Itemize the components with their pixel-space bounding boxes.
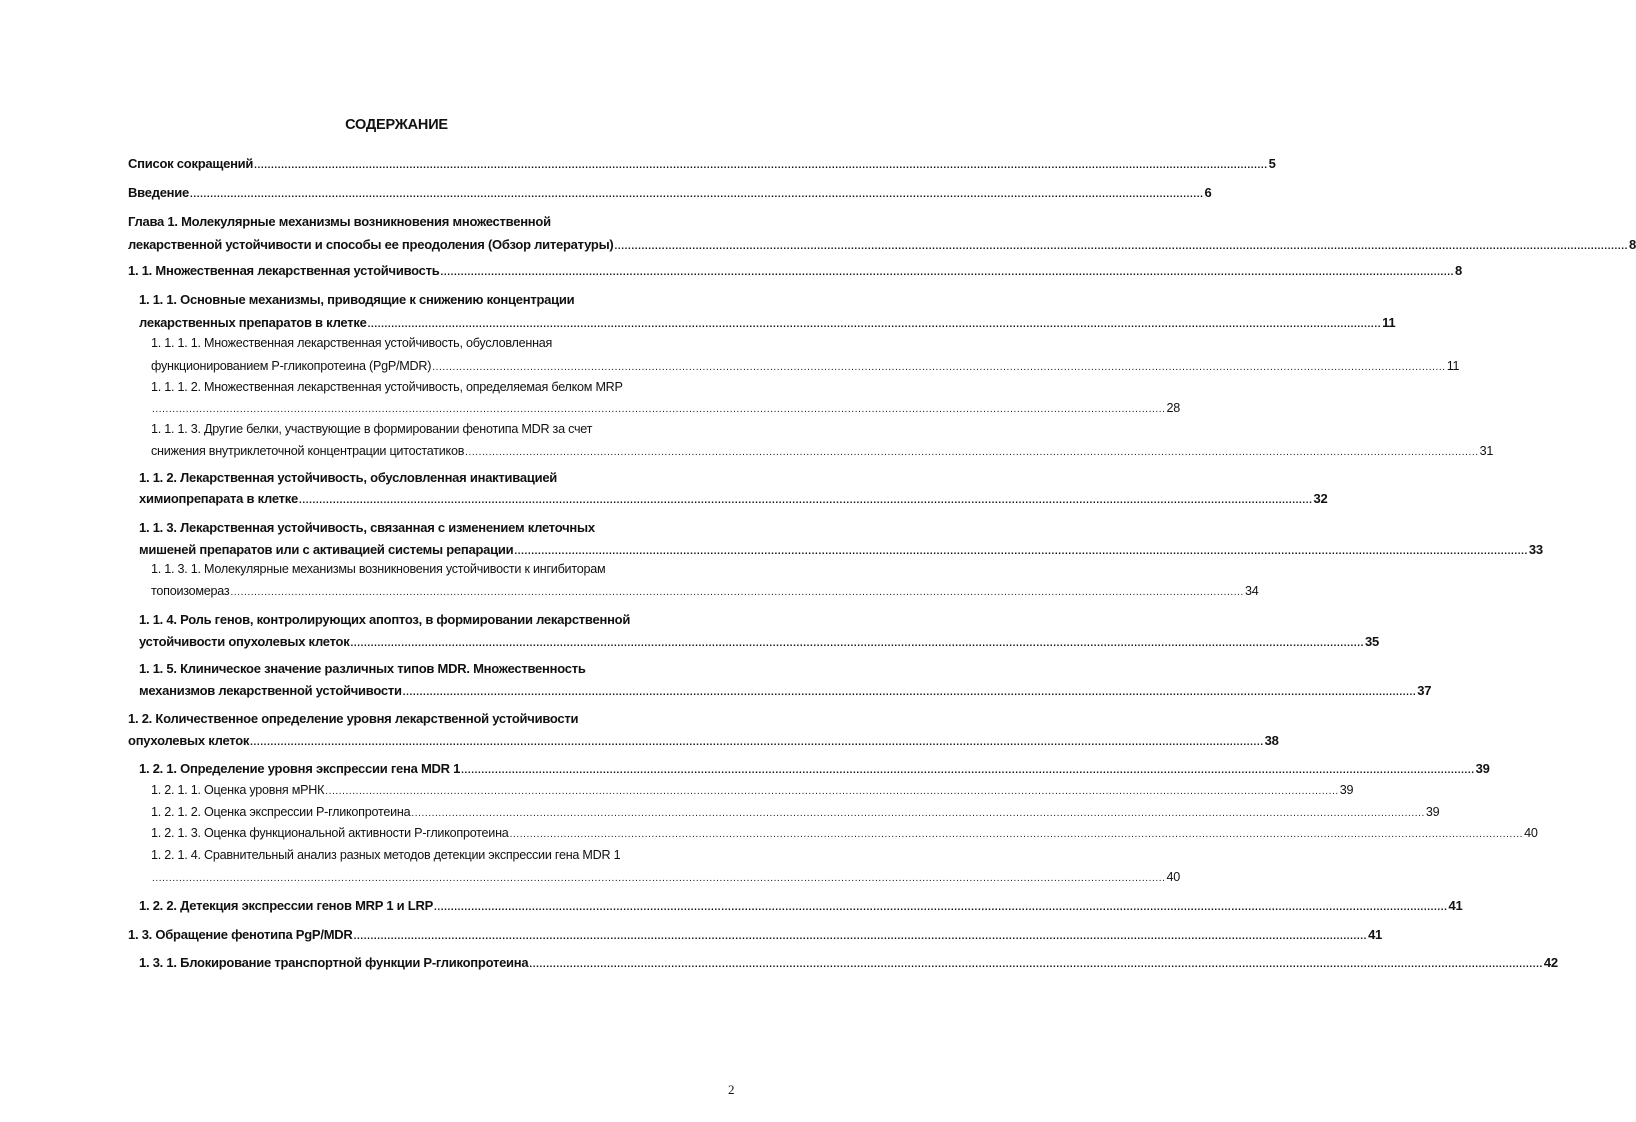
toc-page-number: 40 <box>1166 870 1181 884</box>
toc-line <box>151 401 1181 419</box>
toc-line <box>139 470 727 488</box>
toc-line <box>139 898 1463 916</box>
toc-entry-title: 1. 2. 1. 3. Оценка функциональной активности Р-гликопротеина <box>151 826 509 840</box>
toc-title: СОДЕРЖАНИЕ <box>345 117 448 133</box>
toc-entry-title: 1. 2. 1. Определение уровня экспрессии гена MDR 1 <box>139 761 461 776</box>
toc-entry-title: 1. 1. 4. Роль генов, контролирующих апоптоз, в формировании лекарственной <box>139 612 631 627</box>
dot-leader: ............................................................................................................................................................................................................................................................................................................ <box>461 765 1475 776</box>
toc-entry-title: 1. 1. 5. Клиническое значение различных типов MDR. Множественность <box>139 661 586 676</box>
toc-entry-title: 1. 3. 1. Блокирование транспортной функции Р-гликопротеина <box>139 955 529 970</box>
toc-entry-title: 1. 3. Обращение фенотипа PgP/MDR <box>128 927 353 942</box>
toc-page-number: 41 <box>1448 898 1463 913</box>
toc-line <box>151 444 1494 462</box>
toc-line <box>151 783 1354 801</box>
toc-page-number: 28 <box>1166 401 1181 415</box>
dot-leader: ............................................................................................................................................................................................................................................................................................................ <box>465 447 1479 458</box>
toc-entry-title: лекарственных препаратов в клетке <box>139 315 367 330</box>
toc-line <box>151 380 727 398</box>
toc-page-number: 11 <box>1382 315 1396 330</box>
toc-line <box>139 542 1543 560</box>
toc-entry-title: 1. 2. Количественное определение уровня лекарственной устойчивости <box>128 711 579 726</box>
toc-entry-title: Введение <box>128 185 189 200</box>
toc-line <box>128 185 1212 203</box>
toc-page-number: 8 <box>1629 237 1636 252</box>
toc-entry-title: 1. 1. 2. Лекарственная устойчивость, обусловленная инактивацией <box>139 470 558 485</box>
dot-leader: ............................................................................................................................................................................................................................................................................................................ <box>350 638 1365 649</box>
toc-line <box>128 733 1279 751</box>
toc-line <box>128 214 727 232</box>
toc-line <box>128 711 727 729</box>
toc-entry-title: Список сокращений <box>128 156 254 171</box>
toc-entry-title: 1. 1. 3. 1. Молекулярные механизмы возникновения устойчивости к ингибиторам <box>151 562 606 576</box>
toc-line <box>139 292 727 310</box>
dot-leader: ............................................................................................................................................................................................................................................................................................................ <box>432 362 1446 373</box>
dot-leader: ............................................................................................................................................................................................................................................................................................................ <box>529 959 1543 970</box>
toc-line <box>128 156 1276 174</box>
toc-line <box>151 584 1259 602</box>
dot-leader: ............................................................................................................................................................................................................................................................................................................ <box>440 267 1454 278</box>
toc-page-number: 42 <box>1543 955 1558 970</box>
toc-page-number: 34 <box>1244 584 1259 598</box>
toc-entry-title: 1. 2. 1. 2. Оценка экспрессии Р-гликопротеина <box>151 805 411 819</box>
toc-entry-title: 1. 1. 1. 1. Множественная лекарственная устойчивость, обусловленная <box>151 336 553 350</box>
toc-line <box>151 826 1538 844</box>
toc-line <box>139 761 1490 779</box>
toc-page-number: 8 <box>1455 263 1462 278</box>
toc-line <box>139 315 1396 333</box>
dot-leader: ............................................................................................................................................................................................................................................................................................................ <box>411 808 1425 819</box>
toc-entry-title: мишеней препаратов или с активацией системы репарации <box>139 542 514 557</box>
toc-entry-title: опухолевых клеток <box>128 733 250 748</box>
toc-page-number: 38 <box>1264 733 1279 748</box>
toc-line <box>128 237 1636 255</box>
toc-entry-title: 1. 1. 1. Основные механизмы, приводящие к снижению концентрации <box>139 292 575 307</box>
toc-entry-title: топоизомераз <box>151 584 230 598</box>
toc-entry-title: лекарственной устойчивости и способы ее преодоления (Обзор литературы) <box>128 237 614 252</box>
toc-line <box>151 422 727 440</box>
toc-line <box>139 634 1379 652</box>
dot-leader: ............................................................................................................................................................................................................................................................................................................ <box>254 160 1268 171</box>
toc-entry-title: Глава 1. Молекулярные механизмы возникновения множественной <box>128 214 551 229</box>
toc-line <box>151 336 727 354</box>
toc-page-number: 37 <box>1417 683 1432 698</box>
dot-leader: ............................................................................................................................................................................................................................................................................................................ <box>367 319 1382 330</box>
toc-line <box>139 683 1432 701</box>
toc-line <box>139 520 727 538</box>
dot-leader: ............................................................................................................................................................................................................................................................................................................ <box>250 737 1264 748</box>
toc-page-number: 6 <box>1204 185 1212 200</box>
dot-leader: ............................................................................................................................................................................................................................................................................................................ <box>509 829 1524 840</box>
toc-entry-title: 1. 1. Множественная лекарственная устойчивость <box>128 263 440 278</box>
toc-entry-title: 1. 1. 1. 3. Другие белки, участвующие в формировании фенотипа MDR за счет <box>151 422 593 436</box>
toc-page-number: 40 <box>1524 826 1538 840</box>
toc-page-number: 33 <box>1528 542 1543 557</box>
toc-page-number: 39 <box>1339 783 1354 797</box>
toc-entry-title: 1. 2. 1. 4. Сравнительный анализ разных методов детекции экспрессии гена MDR 1 <box>151 848 621 862</box>
dot-leader: ............................................................................................................................................................................................................................................................................................................ <box>152 873 1166 884</box>
page-number: 2 <box>728 1082 735 1097</box>
toc-page-number: 35 <box>1365 634 1379 649</box>
toc-line <box>151 848 727 866</box>
toc-entry-title: 1. 1. 1. 2. Множественная лекарственная устойчивость, определяемая белком MRP <box>151 380 623 394</box>
toc-entry-title: функционированием Р-гликопротеина (PgP/MDR) <box>151 359 432 373</box>
toc-line <box>139 612 727 630</box>
dot-leader: ............................................................................................................................................................................................................................................................................................................ <box>230 587 1244 598</box>
toc-page-number: 5 <box>1268 156 1276 171</box>
toc-line <box>151 870 1181 888</box>
dot-leader: ............................................................................................................................................................................................................................................................................................................ <box>152 404 1166 415</box>
toc-page-number: 32 <box>1313 491 1328 506</box>
dot-leader: ............................................................................................................................................................................................................................................................................................................ <box>614 241 1629 252</box>
dot-leader: ............................................................................................................................................................................................................................................................................................................ <box>402 687 1417 698</box>
toc-entry-title: механизмов лекарственной устойчивости <box>139 683 402 698</box>
toc-page-number: 39 <box>1475 761 1490 776</box>
toc-entry-title: 1. 1. 3. Лекарственная устойчивость, связанная с изменением клеточных <box>139 520 595 535</box>
toc-entry-title: устойчивости опухолевых клеток <box>139 634 350 649</box>
toc-line <box>151 562 727 580</box>
toc-page-number: 39 <box>1425 805 1440 819</box>
dot-leader: ............................................................................................................................................................................................................................................................................................................ <box>514 546 1528 557</box>
toc-entry-title: 1. 2. 2. Детекция экспрессии генов MRP 1 и LRP <box>139 898 434 913</box>
toc-line <box>151 805 1440 823</box>
toc-entry-title: химиопрепарата в клетке <box>139 491 299 506</box>
toc-page-number: 31 <box>1479 444 1494 458</box>
dot-leader: ............................................................................................................................................................................................................................................................................................................ <box>299 495 1313 506</box>
toc-entry-title: 1. 2. 1. 1. Оценка уровня мРНК <box>151 783 325 797</box>
toc-line <box>139 491 1328 509</box>
toc-entry-title: снижения внутриклеточной концентрации цитостатиков <box>151 444 465 458</box>
dot-leader: ............................................................................................................................................................................................................................................................................................................ <box>353 931 1368 942</box>
toc-page-number: 41 <box>1368 927 1383 942</box>
dot-leader: ............................................................................................................................................................................................................................................................................................................ <box>190 189 1204 200</box>
toc-line <box>128 927 1383 945</box>
toc-line <box>151 359 1460 377</box>
toc-page-number: 11 <box>1446 359 1460 373</box>
toc-line <box>139 955 1558 973</box>
toc-line <box>128 263 1462 281</box>
toc-line <box>139 661 727 679</box>
dot-leader: ............................................................................................................................................................................................................................................................................................................ <box>325 786 1339 797</box>
dot-leader: ............................................................................................................................................................................................................................................................................................................ <box>434 902 1448 913</box>
